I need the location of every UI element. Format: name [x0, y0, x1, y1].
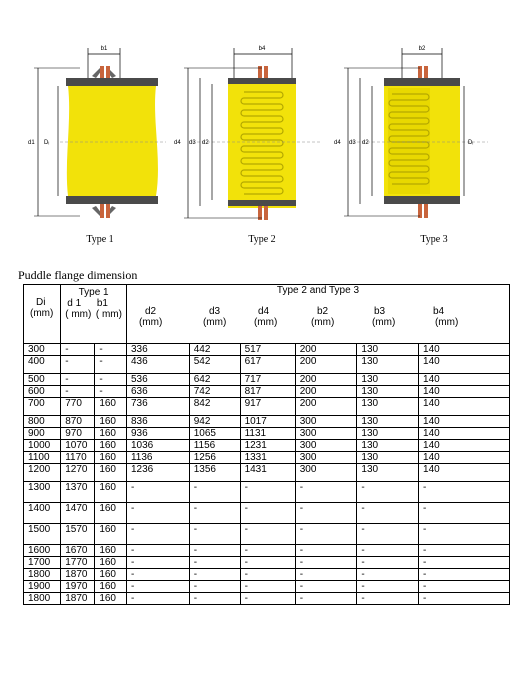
table-cell: -	[189, 557, 240, 569]
table-cell: 1900	[24, 581, 61, 593]
table-cell: 140	[419, 416, 510, 428]
table-cell: 1570	[61, 524, 95, 545]
header-b2: b2	[316, 306, 329, 317]
table-cell: -	[61, 344, 95, 356]
table-row	[24, 440, 510, 452]
table-cell: -	[61, 386, 95, 398]
table-cell: -	[95, 344, 127, 356]
table-cell: 130	[357, 440, 419, 452]
table-cell: 140	[419, 356, 510, 374]
table-cell: 160	[95, 545, 127, 557]
label-b1: b1	[100, 46, 108, 52]
table-header-row	[24, 285, 510, 344]
table-row	[24, 386, 510, 398]
table-cell: 300	[295, 452, 357, 464]
header-d4: d4	[257, 306, 270, 317]
table-cell: -	[126, 581, 189, 593]
header-type1	[61, 285, 127, 344]
table-cell: 736	[126, 398, 189, 416]
table-cell: 1036	[126, 440, 189, 452]
table-cell: 160	[95, 416, 127, 428]
table-cell: -	[189, 581, 240, 593]
header-di-unit: (mm)	[30, 308, 54, 319]
table-row	[24, 545, 510, 557]
table-cell: 160	[95, 452, 127, 464]
table-cell: -	[295, 524, 357, 545]
table-cell: -	[126, 545, 189, 557]
table-cell: -	[419, 557, 510, 569]
label-d2: d2	[362, 140, 369, 146]
table-row	[24, 452, 510, 464]
table-cell: 160	[95, 428, 127, 440]
table-cell: 140	[419, 464, 510, 482]
table-cell: 536	[126, 374, 189, 386]
table-cell: -	[126, 557, 189, 569]
table-cell: 1170	[61, 452, 95, 464]
header-d1-unit: ( mm)	[65, 309, 92, 320]
table-cell: 400	[24, 356, 61, 374]
table-cell: -	[240, 557, 295, 569]
table-cell: -	[95, 356, 127, 374]
table-cell: 140	[419, 374, 510, 386]
table-cell: 617	[240, 356, 295, 374]
dimension-table	[23, 284, 510, 605]
table-cell: 160	[95, 581, 127, 593]
label-d4: d4	[174, 140, 181, 146]
table-cell: 140	[419, 452, 510, 464]
figure-type-1	[20, 40, 170, 245]
table-cell: 1470	[61, 503, 95, 524]
table-cell: 600	[24, 386, 61, 398]
table-cell: -	[357, 569, 419, 581]
table-cell: 336	[126, 344, 189, 356]
table-cell: 700	[24, 398, 61, 416]
table-cell: -	[189, 545, 240, 557]
figure-type-2	[172, 40, 322, 245]
label-d4: d4	[334, 140, 341, 146]
table-cell: 900	[24, 428, 61, 440]
table-cell: 1136	[126, 452, 189, 464]
table-row	[24, 524, 510, 545]
table-cell: 742	[189, 386, 240, 398]
header-d3-unit: (mm)	[202, 317, 227, 328]
table-cell: 1800	[24, 593, 61, 605]
table-cell: 300	[24, 344, 61, 356]
table-cell: 1800	[24, 569, 61, 581]
header-type23-label: Type 2 and Type 3	[276, 285, 360, 296]
table-cell: 1256	[189, 452, 240, 464]
table-cell: -	[189, 524, 240, 545]
table-cell: 160	[95, 398, 127, 416]
table-cell: 300	[295, 428, 357, 440]
table-cell: 200	[295, 398, 357, 416]
table-cell: 130	[357, 428, 419, 440]
table-cell: -	[419, 569, 510, 581]
table-cell: 917	[240, 398, 295, 416]
table-cell: 442	[189, 344, 240, 356]
table-cell: -	[357, 503, 419, 524]
table-cell: 1100	[24, 452, 61, 464]
table-cell: 160	[95, 440, 127, 452]
table-cell: 160	[95, 482, 127, 503]
table-cell: -	[189, 569, 240, 581]
table-cell: 1270	[61, 464, 95, 482]
table-cell: 1017	[240, 416, 295, 428]
table-cell: -	[189, 482, 240, 503]
table-cell: -	[295, 503, 357, 524]
table-cell: 130	[357, 452, 419, 464]
table-cell: 140	[419, 428, 510, 440]
header-d3: d3	[208, 306, 221, 317]
table-cell: 130	[357, 374, 419, 386]
figure-type-3	[332, 40, 492, 245]
table-cell: -	[240, 545, 295, 557]
table-cell: 300	[295, 464, 357, 482]
header-b4: b4	[432, 306, 445, 317]
table-cell: 970	[61, 428, 95, 440]
table-cell: 1500	[24, 524, 61, 545]
table-cell: 936	[126, 428, 189, 440]
table-cell: 160	[95, 557, 127, 569]
table-cell: -	[95, 386, 127, 398]
table-cell: -	[189, 503, 240, 524]
table-cell: -	[295, 557, 357, 569]
table-cell: 130	[357, 398, 419, 416]
table-cell: 300	[295, 440, 357, 452]
header-d1: d 1	[67, 298, 82, 309]
label-d1: d1	[28, 140, 35, 146]
table-cell: 542	[189, 356, 240, 374]
table-cell: 200	[295, 356, 357, 374]
table-cell: -	[357, 545, 419, 557]
table-cell: -	[295, 482, 357, 503]
table-cell: 870	[61, 416, 95, 428]
table-cell: 160	[95, 593, 127, 605]
table-cell: -	[240, 482, 295, 503]
table-cell: -	[61, 374, 95, 386]
table-cell: 717	[240, 374, 295, 386]
table-cell: 130	[357, 416, 419, 428]
table-cell: 1070	[61, 440, 95, 452]
table-cell: 1670	[61, 545, 95, 557]
table-cell: 1770	[61, 557, 95, 569]
table-cell: 160	[95, 503, 127, 524]
section-title: Puddle flange dimension	[18, 268, 138, 282]
table-row	[24, 344, 510, 356]
table-cell: 1600	[24, 545, 61, 557]
table-body	[24, 344, 510, 605]
table-cell: 140	[419, 386, 510, 398]
table-cell: 1970	[61, 581, 95, 593]
table-row	[24, 503, 510, 524]
table-cell: 842	[189, 398, 240, 416]
label-di: Dᵢ	[468, 140, 474, 146]
table-cell: -	[357, 593, 419, 605]
label-d2: d2	[202, 140, 209, 146]
label-di: Dᵢ	[44, 140, 50, 146]
table-cell: 1400	[24, 503, 61, 524]
header-b4-unit: (mm)	[434, 317, 459, 328]
table-cell: 140	[419, 440, 510, 452]
table-cell: -	[357, 557, 419, 569]
table-cell: 800	[24, 416, 61, 428]
table-cell: 1331	[240, 452, 295, 464]
header-b3-unit: (mm)	[371, 317, 396, 328]
table-cell: -	[295, 569, 357, 581]
table-cell: -	[295, 545, 357, 557]
table-cell: 1000	[24, 440, 61, 452]
figure-caption-type-2: Type 2	[248, 234, 276, 245]
table-cell: -	[240, 593, 295, 605]
table-cell: -	[357, 482, 419, 503]
table-cell: 300	[295, 416, 357, 428]
figure-caption-type-3: Type 3	[420, 234, 448, 245]
header-di	[24, 285, 61, 344]
table-cell: -	[240, 524, 295, 545]
table-cell: 1700	[24, 557, 61, 569]
table-cell: -	[126, 482, 189, 503]
table-cell: -	[419, 593, 510, 605]
table-cell: 517	[240, 344, 295, 356]
header-d4-unit: (mm)	[253, 317, 278, 328]
table-cell: -	[240, 503, 295, 524]
table-cell: 200	[295, 386, 357, 398]
header-type1-label: Type 1	[78, 287, 109, 298]
table-row	[24, 416, 510, 428]
table-cell: 1131	[240, 428, 295, 440]
table-cell: 160	[95, 464, 127, 482]
table-cell: -	[61, 356, 95, 374]
table-cell: -	[357, 524, 419, 545]
header-b1: b1	[96, 298, 108, 309]
table-cell: 436	[126, 356, 189, 374]
table-cell: 1370	[61, 482, 95, 503]
table-cell: -	[240, 569, 295, 581]
table-cell: 636	[126, 386, 189, 398]
label-d3: d3	[189, 140, 196, 146]
table-cell: 817	[240, 386, 295, 398]
table-cell: -	[240, 581, 295, 593]
table-cell: 1200	[24, 464, 61, 482]
table-cell: -	[419, 482, 510, 503]
table-row	[24, 356, 510, 374]
table-cell: 1065	[189, 428, 240, 440]
table-row	[24, 581, 510, 593]
label-b2: b2	[418, 46, 426, 52]
table-cell: 1431	[240, 464, 295, 482]
table-row	[24, 557, 510, 569]
table-row	[24, 398, 510, 416]
table-row	[24, 569, 510, 581]
table-cell: 1870	[61, 593, 95, 605]
table-cell: -	[295, 581, 357, 593]
table-cell: 642	[189, 374, 240, 386]
figure-caption-type-1: Type 1	[86, 234, 114, 245]
table-cell: 1231	[240, 440, 295, 452]
table-cell: -	[126, 524, 189, 545]
table-cell: -	[295, 593, 357, 605]
table-cell: 130	[357, 344, 419, 356]
table-cell: 500	[24, 374, 61, 386]
header-d2-unit: (mm)	[138, 317, 163, 328]
table-cell: -	[419, 545, 510, 557]
table-cell: 770	[61, 398, 95, 416]
table-row	[24, 482, 510, 503]
table-cell: 140	[419, 344, 510, 356]
header-d2: d2	[144, 306, 157, 317]
table-row	[24, 374, 510, 386]
table-cell: -	[189, 593, 240, 605]
table-cell: 130	[357, 464, 419, 482]
table-cell: -	[419, 503, 510, 524]
header-di-label: Di	[36, 297, 46, 308]
table-cell: 1356	[189, 464, 240, 482]
table-cell: 200	[295, 374, 357, 386]
header-type23	[126, 285, 509, 344]
table-cell: -	[126, 503, 189, 524]
table-cell: 160	[95, 569, 127, 581]
header-b2-unit: (mm)	[310, 317, 335, 328]
table-cell: 130	[357, 356, 419, 374]
table-cell: 1870	[61, 569, 95, 581]
label-b4: b4	[258, 46, 266, 52]
table-cell: 200	[295, 344, 357, 356]
table-cell: 140	[419, 398, 510, 416]
table-row	[24, 464, 510, 482]
header-b3: b3	[373, 306, 386, 317]
table-cell: -	[126, 593, 189, 605]
table-cell: 836	[126, 416, 189, 428]
table-cell: 942	[189, 416, 240, 428]
table-cell: -	[419, 524, 510, 545]
table-cell: 1236	[126, 464, 189, 482]
label-d3: d3	[349, 140, 356, 146]
table-cell: 160	[95, 524, 127, 545]
table-cell: 1300	[24, 482, 61, 503]
table-cell: -	[357, 581, 419, 593]
table-cell: 1156	[189, 440, 240, 452]
table-cell: 130	[357, 386, 419, 398]
table-row	[24, 593, 510, 605]
table-cell: -	[95, 374, 127, 386]
table-cell: -	[126, 569, 189, 581]
table-row	[24, 428, 510, 440]
table-cell: -	[419, 581, 510, 593]
header-b1-unit: ( mm)	[95, 309, 122, 320]
